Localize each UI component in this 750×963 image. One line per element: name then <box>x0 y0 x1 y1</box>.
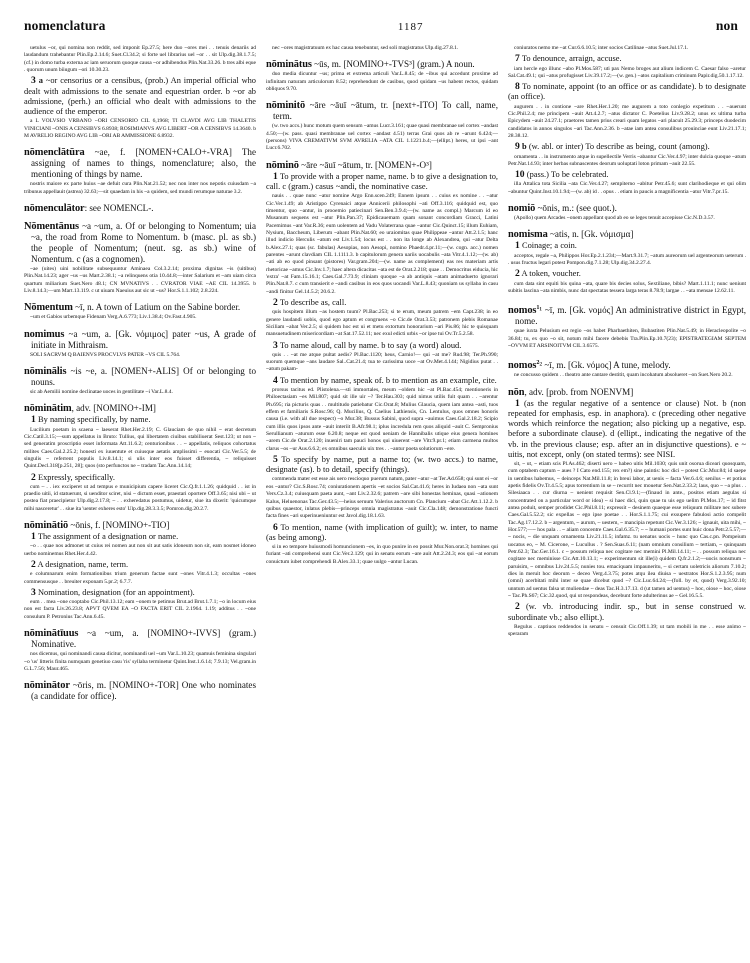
dictionary-entry <box>508 357 746 379</box>
sense-text: To provide with a proper name, name. b to give a designation to, call. c (gram.) casus ~andi, the nominative case. <box>266 171 498 191</box>
entry-definition: ~is ~e, a. [NOMEN+-ALIS] Of or belonging to nouns. <box>31 365 256 387</box>
entry-headline <box>24 203 256 214</box>
sense-paragraph <box>266 298 498 308</box>
entry-headline <box>24 302 256 313</box>
sense-paragraph <box>508 269 746 279</box>
sense-number: 7 <box>515 53 520 65</box>
citation-text: uetulus ~or, qui nomina non reddit, sed imponit Ep.27.5; here duo ~ores mei . . tenuis denariis ad laudandum trahebantur Plin.Ep.2.14.6; Suet.Cl.34.2; si forte uel librarius uel ~or . . sit Ulp.dig.38.1.7.5; (cf.) in domo turba externa ac iam seruorum quoque causa ~or adhibendus Plin.Nat.33.26. b tres albi eque . quorum unum biiugum ~ori 10.30.23. <box>24 45 256 74</box>
dictionary-entry <box>508 387 746 639</box>
sense-text: The assignment of a designation or name. <box>37 532 179 542</box>
headword: nōmenclātūra <box>24 147 85 159</box>
sense-paragraph <box>266 172 498 192</box>
citation-text: SOLI SACRVM Q BAIENVS PROCVLVS PATER ~VS CIL 5.764. <box>30 351 181 358</box>
citation-text: quis . . ~at me atque pultat aedis? Pl.Bac.1120; heus, Carnio!— qui ~at me? Rud.98; Ter.Ph.990; suorum quemque ~ans laudare Sal..Cat.21.4; tua te carissima uoce ~at Ov.Met.4.144; Nigidius putat . . ~atum pakam- <box>266 351 498 373</box>
citation-text: iam hercle ego illunc ~abo Pl.Mos.587; uti pax Nemo broges aut alium indicem C. Caesar falso ~aretur Sal.Cat.49.1; qui ~atus profugisset Liv.39.17.2;—(w. gen.) ~atos capitalium criminum Papir.dig.50.1.17.12. <box>508 65 746 79</box>
entry-headline <box>24 680 256 702</box>
citation-text: (w. two accs.) hunc motum quem sensum ~amus Lucr.3.161; quae quasi membranae uel cortex ~andast 4.50;—(w. pass. quasi membranae uel cortex ~andast 4.51) terras Grai quos ab re ~arunt 6.424;—(persons) VIVA CREMATIVM SVM AVRELIA ~ATA CIL 1.1221.b.4;—(ellipt.) heres, ut ipsi ~ant Lucr.6.702. <box>266 123 498 152</box>
dictionary-entry <box>24 403 256 513</box>
sense-text: (w. vb. introducing indir. sp., but in sense construed w. subordinate vb.; also ellipt.). <box>508 602 746 622</box>
citation-text: ~ae (uites) uini nobilitate subsequuntur Aminaea Col.3.2.14; proxima dignitas ~is (uitibus) Plin.Nat.14.23; ager ~us ~us Mart.2.38.1; ~a relinquens otia 10.44.8;—inter Salarium et ~am uiam circa quartum miliarium Suet.Nero 48.1; CN MVNATIVS . . CVRATOR VIAE ~AE CIL 14.3955. b Liv.8.14.3;—um Mart.13.119. c ut uiuam Naeuius aut sic ut ~us? Hor.S.1.1.102; 2.8.224. <box>24 265 256 294</box>
entry-headline <box>508 302 746 327</box>
sense-paragraph <box>266 341 498 351</box>
running-head <box>24 18 736 38</box>
column-container <box>24 45 746 957</box>
running-head-right-word: non <box>715 18 738 33</box>
sense-text: A token, voucher. <box>521 269 581 279</box>
dictionary-entry <box>24 628 256 673</box>
dictionary-entry <box>508 203 746 222</box>
entry-headline <box>266 100 498 122</box>
headword: nomos <box>508 305 537 317</box>
sense-paragraph <box>508 54 746 64</box>
citation-text: coniuratos nemo me ~at Cur.6.6.10.5; inter socios Catilinae ~atus Suet.Jul.17.1. <box>514 45 689 51</box>
citation-text: duo media dicuntur ~us; prima et extrema articuli Var.L.8.45; de ~ibus qui accedunt proxime ad infinitam naturam articulorum 8.52; reprehendunt de casibus, quod quidam ~us habent rectos, quidam obliquos 9.70. <box>266 71 498 93</box>
entry-definition: , adv. [NOMINO+-IM] <box>71 403 156 414</box>
citation-text: nostris maiore ex parte huius ~ae defuit cura Plin.Nat.21.52; nec non inter nos nepotis cuiusdam ~a tribunus appellauit (astrea) 32.63;—sit quaedam in his ~a quidem, sed mundi rerumque naturae 3.2. <box>24 181 256 195</box>
headword: nōminitō <box>266 100 306 112</box>
sense-text: To mention by name, speak of. b to mention as an example, cite. <box>279 375 497 385</box>
headword: nōmenculātor <box>24 202 85 214</box>
dictionary-entry <box>24 329 256 359</box>
page-number: 1187 <box>397 21 424 33</box>
sense-number: 1 <box>31 531 36 543</box>
citation-text: prorsus tacitus ed. Plistolena.—sti immortales, meum ~oldem hic ~at Pl.Bac.454; mentioneris in Philoectasiam ~es Mil.807; quid sit ille uir ~? Ter.Hau.303; quid nimus utilis fuit quam . . ~arentur Ph.695; ria picturis quas . . multitudo patiebatur Cic.Orat.8; Mulius Glaucia, quem iam antea ~asti, tuos effem et familiaris S.Rosc.96; Q. Mucilius, Q. Caelius Lathiensis, Cn. Lentulus, quos omnes honoris causa (i.e. with all due respect) ~o Mur.38; Bussus Sabini, quod supra ~auimus Caes.Gal.2.18.2; Scipio cum illis quos ipsos ante ~auit interiit B.Afr.98.1; iplus incredula rem quos aliquid ~auit C. Sempronius Serullianum ~aturum esse 6.20.8; neque est quod ueniam de Hannibalis utique eius genera homines ~arem Cic.de Orat.2.120; inueniri tam pauci honos qui uiuerent ~are Vitr.9.pr.1; etiam carmena multos clarus ~os ~ur Aus.6.6.2; ex omnibus saeculis uix tres . . ~antur poeta solutiorum ~ere. <box>266 386 498 452</box>
citation-text: nec ~ores magistratuum ex hac causa tenebuntur, sed soli magistratus Ulp.dig.27.8.1. <box>272 45 459 51</box>
sense-text: (w. abl. or inter) To describe as being, count (among). <box>528 142 710 152</box>
sense-paragraph <box>508 142 746 152</box>
column-3 <box>508 45 746 957</box>
sense-paragraph <box>508 602 746 622</box>
citation-text: a L VOLVSIO VRBANO ~ORI CENSORIO CIL 6,1968; TI CLAVDI AVG LIB THALETIS VINICIANI ~ONIS A CENSIBVS 6.8938; ROSIMIANVS AVG LIBERT ~OR A CENSIBVS 14.3640. b M AVRELIO REGINO AVG LIB ~ORI AB AMMISSIONE 6.8932. <box>24 118 256 139</box>
citation-text: si in eo tempore huiusmodi homuncionem ~es, in quo punire in eo possit Mur.Non.orat.3; homines qui furiant ~ati comprehensi sunt Cic.Ver.2.129; qui in senatu eorum ~are auit Att.2.24.3; eos qui ~at eorum conuictum iubet comprehendi B.Alex.33.1; quae uulgo ~antur Lucan. <box>266 543 498 565</box>
sense-text: (as the regular negative of a sentence or clause) Not. b (non repeated for emphasis, esp. in anaphora). c (preceding other negative words which reinforce the negation; also picking up a negative, esp. before a subordinate clause). d (ellipt., indicating the negative of the vb. in the previous clause; esp. after an in disjunctive questions). e ~ uitis, not except, only (on stated terms): see NISI. <box>508 398 746 459</box>
dictionary-entry <box>508 229 746 295</box>
dictionary-entry <box>508 302 746 350</box>
sense-number: 5 <box>273 454 278 466</box>
headword: nōminātor <box>24 680 70 692</box>
headword: nomiō <box>508 203 536 215</box>
sense-text: Nomination, designation (for an appointment). <box>38 587 195 597</box>
entry-definition: : see NOMENCL-. <box>84 202 154 213</box>
sense-number: 8 <box>515 81 520 93</box>
entry-headline <box>24 147 256 180</box>
headword: nōminō <box>266 159 299 171</box>
sense-text: ~or censorius or a censibus, (prob.) An imperial official who dealt with admissions to the senate and equestrian order. b ~or ab admissione, (perh.) an official who dealt with admissions to the audience of the emperor. <box>24 76 256 116</box>
entry-definition: ~a ~um, a. [Gk. νόμιμος] pater ~us, A grade of initiate in Mithraism. <box>31 328 256 350</box>
sense-paragraph <box>266 455 498 475</box>
citation-text: cum data sint equiti bis quina ~ata, quare bis decies solus, Sextiliane, bibis? Mart.1.11.1; nunc ueniunt subitis lascina ~ata nimbis, nunc dat spectatas tessera larga teras 8.78.9; largae . . ~ata mensae 12.62.11. <box>508 280 746 294</box>
entry-definition: ~ūs, m. [NOMINO+-TVS³] (gram.) A noun. <box>311 59 475 70</box>
sense-paragraph <box>508 170 746 180</box>
sense-letter: a <box>38 76 43 86</box>
dictionary-entry <box>24 680 256 702</box>
sense-number: 1 <box>515 397 520 409</box>
citation-text: illa Attalica tota Sicilia ~ata Cic.Ver.4.27; sempiterno ~abitur Petr.45.6; sunt clarihodieque et qui olim ~abuntur Quint.Inst.10.1.94;—(w. ab) id . . opus . . etiam in paucis a magnificentia ~atur Vitr.7.pr.15. <box>508 181 746 195</box>
sense-text: To mention, name (with implication of guilt); w. inter, to name (as being among). <box>266 522 498 542</box>
sense-paragraph <box>24 473 256 483</box>
sense-number: 4 <box>273 374 278 386</box>
sense-number: 9 <box>515 141 520 153</box>
entry-definition: ~ōris, m. [NOMINO+-TOR] One who nominates (a candidate for office). <box>31 680 256 702</box>
headword: nōminālis <box>24 365 67 377</box>
entry-headline <box>24 329 256 351</box>
headword: nōminātim <box>24 403 72 415</box>
sense-number: 1 <box>515 240 520 252</box>
sense-paragraph <box>24 588 256 598</box>
dictionary-entry <box>266 59 498 93</box>
sense-number: 1 <box>31 414 36 426</box>
citation-text: commenda mater est esse ais uero rescioquo puerum natum, pater ~atur ~at Ter.Ad.658; qui sunt ei ~or eos ~antur? Cic.S.Rosc.74; coniurationem apertis ~et socios Sal.Cat.41.6; heres in Iudaea non ~ata sunt Vers.Cz.3.4; cuiusquam paeta aunt, ~ant Liv.2.32.6; patrem ~are sibi honestas heminas, quasi ~ationem Kalus, Heluenonas Tac.Ger.43.5;—heius seruum Valerius auctorum Cn. Plancium ~abat Cic.Att.1.12.2. b quibus quaestor, inlatus plebis—princeps omnia magistratus ~auit Cic.Cla.148; demonstratione functi facta fines ~ari superinueniuntur est Javol.dig.18.1.63. <box>266 476 498 520</box>
sense-paragraph <box>24 532 256 542</box>
sense-text: By naming specifically, by name. <box>38 415 151 425</box>
dictionary-entry <box>266 160 498 566</box>
column-1 <box>24 45 256 957</box>
entry-headline <box>24 366 256 388</box>
sense-paragraph <box>266 376 498 386</box>
sense-text: (pass.) To be celebrated. <box>526 170 609 180</box>
sense-number: 2 <box>273 296 278 308</box>
dictionary-entry <box>24 147 256 196</box>
sense-text: To specify by name, put a name to; (w. two accs.) to name, designate (as). b to detail, specify (things). <box>266 455 498 475</box>
citation-text: sit, ~ ut, ~ etiam scis Pl.As.462; diserti uero ~ habeo uitis Mil.1030; quis unit osorua diceari quosquam, cum optabem captum ~ aues ? I Cato end.155; rex em?) sine paintis: hoc dici ~ potest Cic.Mur.84; id saepe in uentibus habemus, ~ deinceps Nat.Mil.11.8; in breui labor, at uenis ~ facta Ver.6.4.6; senilus ~ et potius apetis fidelis Ov.Tr.4.5.5; apus torrentium in se ~ recurrit nec mouetur Sen.Nat.2.33.2; laus, quo ~ ~a plus . . Silesiaaca . . cur diurna ~ uenient requisit Sen.Cl.9.1;—(finaud in ante., positos etiam aegulas si concentrated on a particular word or idea) ~ si haec dici, quin quae tu uis ego uelim Pl.Mos.17; ~ id fitst antea poduit, semper prodidet Cic.Phil.8.11; expressit ~ desinem quaeque esse reliquum militare nec subere Caes.Gal.5.52.2; sic expellas ~ ego ipse poetae . . Hor.S.1.1.75; cui exsupere fabulosi actio compelit Tac.Ag.17.12.2. b ~ argentum, ~ aurum, ~ uestem, ~ mancipia repetunt Cic.Ver.3.126; ~ ignauit, uita mihi, ~ Hor.577;—~ hos pala . . ~ aliam concentre Caes.Gal.6.35.7; ~ ~ humani portes sunt huic dona Petr.2.5.57;—~ nocis, ~ die unquam ornamenta Liv.21.11.5; infamz. tu uenatus uocis ~ hunc quo Cas.c.pn. Pompeium uocatus eo, ~ M. Cicerone, ~ Lucullus . ? Sen.Suas.6.11; (nam omnium consilium ~ tertiam, ~ quinquam Petr.62.3; Tac.Ger.16.1. c ~ possum reliqua nec cogitare nec memini Pl.Mil.14.11; ~ . . possum reliqua nec cogitare nec meminisse Cic.Att.10.13.1; ~ experimentum sit ille(i) quidem Q.fr.2.1.2;—uocis nonsmum ~ paruisim, ~ omnibus Liv.24.5.5; nunies tou. emaciquam impauneritu, ~ si certam uoletricis aliorum 7.10.2; dies in meruit hoc deorum ~ deceo Verg.4.3.75; potes atqu ilea diuisa ~ uestratos Hor.S.1.2.3.95; num (omni) acerbitati mihi inter se quae dicebut quod ~? Cic.Luc.64.24;—(foll. by et, quod) Verg.3.92.10; unntum ad uentus falsa ut muliendae ~ deas Tac.H.3.17.13. d (ut tamen ad uentus) ~ hoc, oiose ~ hoc, oiose ~ Tac.Ph.S67; Cic.32.quod, qui ut respondeas, decebunt forte adulterinus ae ~ Gel.16.5.5. <box>508 460 746 600</box>
headword: Nōmentum <box>24 302 73 314</box>
citation-text: sic ab Aemilii nomine declinatae uoces in gentilitate ~i Var.L.8.4. <box>30 388 173 395</box>
citation-text: augurem . . in contione ~are Rhet.Her.1.20; me augurem a toto conlegio expetitum . . ~auerunt Cic.Phil.2.4; me principem ~auit Att.4.2.7; ~atus dictator C. Poetelius Liv.9.28.2; unus ex ultima turba Epicydem ~auit 24.27.1; praetores tamen prius creari quam legatos ~ari placuit 25.29.3; princeps duodecim candidatos in annos singulos ~ari Tac.Ann.2.36. b ~atae iam antea consulibus prouinciae eunt Liv.21.17.1; 28.38.12. <box>508 103 746 140</box>
sense-number: 2 <box>515 268 520 280</box>
entry-definition: ² ~ī, m. [Gk. νόμος] A tune, melody. <box>539 360 671 371</box>
entry-headline <box>24 403 256 414</box>
citation-text: ne concusso quidem . . theatro ante cantare destitit, quam incohatum absolueret ~on Suet.Nero 20.2. <box>514 372 733 379</box>
entry-headline <box>24 520 256 531</box>
citation-text: nos dicemus, qui nominandi causa dicitur, nominandi uel ~um Var.L.10.23; quamuis feminina singulari ~o 'us' litteris finita numquam genetiuo casu 'ris' syllaba terminetur Quint.Inst.1.6.14; 7.9.13; Vel.gram.in G.L.7.56; Maur.465. <box>24 651 256 672</box>
sense-text: A designation, name, term. <box>37 560 129 570</box>
column-2 <box>266 45 498 957</box>
headword: nomisma <box>508 229 548 241</box>
entry-definition: ~ī, n. A town of Latium on the Sabine border. <box>72 302 241 313</box>
entry-headline <box>508 387 746 398</box>
sense-paragraph <box>24 560 256 570</box>
headword: nomimus <box>24 328 65 340</box>
sense-number: 6 <box>273 521 278 533</box>
sense-number: 1 <box>273 170 278 182</box>
entry-definition: ~āre ~āuī ~ātum, tr. [next+-ITO] To call, name, term. <box>273 100 498 122</box>
entry-headline <box>508 229 746 240</box>
headword: nomos <box>508 360 537 372</box>
entry-definition: ~ōnis, m.: (see quot.). <box>535 203 617 214</box>
dictionary-entry <box>24 203 256 214</box>
entry-definition: , adv. [prob. from NOENVM] <box>524 386 634 397</box>
sense-text: To denounce, arraign, accuse. <box>521 54 622 64</box>
headword: nōminātīuus <box>24 628 79 640</box>
sense-letter: b <box>522 142 527 152</box>
entry-definition: ¹ ~ī, m. [Gk. νομός] An administrative district in Egypt, nome. <box>515 305 746 327</box>
citation-text: acceptos, regale ~a, Philippos Hor.Ep.2.1.234;—Mart.9.31.7; ~atum aureorum uel argenteorum ueterum . . usus fructus legari potest Pompon.dig.7.1.28; Ulp.dig.34.2.27.4. <box>508 252 746 267</box>
sense-number: 2 <box>31 559 36 571</box>
entry-definition: ~a ~um, a. Of or belonging to Nomentum; uia ~a, the road from Rome to Nomentum. b (masc. pl. as sb.) the people of Nomentum; (neut. sg. as sb.) wine of Nomentum. c (as a cognomen). <box>31 220 256 264</box>
citation-text: ornamenta . . in instrumento atque in supellectile Verris ~abantur Cic.Ver.4.97; inter dulcia quoque ~atum Petr.Nat.14.93; inter herbas subnascentes deorum uoluptati loton primam ~auit 22.55. <box>508 153 746 167</box>
entry-definition: ~a ~um, a. [NOMINO+-IVVS] (gram.) Nominative. <box>31 628 256 650</box>
entry-definition: ~ōnis, f. [NOMINO+-TIO] <box>68 520 170 531</box>
citation-text: e columnarum enim formationibus trium generum factae sunt ~ones Vitr.4.1.3; occultas ~ones commensusque . . breuiter exponam 5.pr.2; 6.7.7. <box>24 571 256 585</box>
sense-number: 10 <box>515 169 525 181</box>
citation-text: quis hospitem illum ~as hostem tuum? Pl.Bac.253; si te erum, meum patrem ~em Capt.238; in eo genere laudandi uobis, quod ego aptum et congruens ~o Cic.de Orat.3.53; patronem plebis Romanae Siciliam ~abat Ver.2.5; si quidem hoc est ui et metu extortum honorarium ~ari Pis.86; hic te quisquam mansuetudinem misericordiam ~at Sat.17.52.11; nec exul edicti urbis ~or ipse tui Ov.Tr.5.2.58. <box>266 309 498 338</box>
dictionary-entry <box>24 302 256 321</box>
sense-number: 3 <box>273 339 278 351</box>
sense-text: Expressly, specifically. <box>38 472 115 482</box>
citation-text: ~um et Gabios urbemque Fidenam Verg.A.6.773; Liv.1.38.4; Ov.Fast.4.905. <box>30 314 197 321</box>
sense-paragraph <box>508 82 746 102</box>
dictionary-entry <box>24 221 256 295</box>
headword: nōminātus <box>266 59 312 71</box>
sense-paragraph <box>508 399 746 460</box>
sense-text: To describe as, call. <box>279 297 347 307</box>
headword-superscript: 2 <box>536 359 540 367</box>
citation-text: (Apollo) quem Arcades ~onem appellant quod ab eo se leges tenuit accepisse Cic.N.D.3.57. <box>514 215 715 222</box>
sense-number: 3 <box>31 586 36 598</box>
sense-paragraph <box>24 415 256 425</box>
entry-headline <box>24 628 256 650</box>
sense-text: To name aloud, call by name. b to say (a word) aloud. <box>279 340 462 350</box>
sense-paragraph <box>266 523 498 543</box>
entry-definition: ~ae, f. [NOMEN+CALO+-VRA] The assigning of names to things, nomenclature; also, the mentioning of things by name. <box>31 147 256 180</box>
citation-text: Lucilium poetam in scaena ~ laeserat Rhet.Her.2.19; C. Glauciam de quo nihil ~ erat decretum Cic.Catil.3.15;—sum appellatus in Bruto: Tullius, qui libertatem ciuibus stabiliuerat Sest.123; ut non ~ sed generatim proscriptio esset informata Att.11.6.2; centurionibus . . ~ appellatis, reliquos cohortatus milites Caes.Gal.2.25.2; honesti ex iuuentute et cuiusque aetatis amplissimi ~ euocati Cic.Ver.5.5; de singulis ~ referrent populis Liv.8.14.1; si ulis inter eos fuisset differentia, ~ reliquisset Quint.Decl.318[p.251, 28]; quos (sto perfunctos ne ~ tradam Tac.Ann.14.14; <box>24 426 256 470</box>
sense-number: 3 <box>31 75 36 87</box>
citation-text: ~o . . quae nos admonet ut cuius rei nomen aut non sit aut satis idoneum non sit, eam nosmet idoneo uerbo nominemus Rhet.Her.4.42. <box>24 543 256 557</box>
sense-paragraph <box>24 76 256 117</box>
citation-text: nauis . . quae nunc ~atur nomine Argo Enn.scen.249; Ennem ipsum . . cuius ex nomine . . ~atur Cic.Ver.1.49; ab Aristippo Cyrenaici atque Annicerii philosophi ~ati Off.3.116; quidquid est, quo timentur, quo ~antur, in prooemio patiecinari Sen.Ben.3.9.4;—(w. name as compl.) Marcum id eo Musanum sequens est ~atur Plin.Pan.37; Epidicauemam quam sonant concordiam Gracci, Latini Pacemimus ~ant Var.R.36; eum uolentem ad Vadu Volaterrana quae ~antur Cic.Quinct.15; illum Euhiam, Nysium, Baccheum, Liberum ~abant Plin.Nat.60; eo uraiomitas quae Philippeae ~antur Att.2.1.5; hanc illud indicio Herculis ~atum est Liv.1.54; locus est . . non ita longe ab Alexandrea, qui ~atur Delta b.Alex.27.1; quas (sc. fabulas) Aesopias, non Aesopi, nomino Phaedr.4.pr.11;—(w. cogn. acc.) nomen parentes ~arunt clavdiam CIL 1.1111.3. b capitulorum genera uariis uocabulis ~ata Vitr.4.1.12;—(w. ab) ~ati ab eo quod pinsant (pistores) Var.gram.204;—(w. name as complement) eas res materiam artis rhetoricae ~amus Cic.Inv.1.7; haec altera dicacitas ~ata est de Orat.2.218; quae . . Democritus eiducia, hic 'extra' ~at Fam.15.16.1; Caes.Gal.7.73.9; cliniam quoque ~a ab antiquis ~atam animaduerto ignorari Plin.Nat.8.7. c cum transierit e ~andi casibus in eos quos uocandi Var.L.8.43; quoniam us syllaba in casu ~andi finitur Gel.14.5.2; 20.6.2. <box>266 193 498 295</box>
citation-text: cum ~ . . iex exciperet ut ad tempus e municipium capere liceret Cic.Q.fr.1.1.26; quidquid . . ist in praedio uitii, id statuerunt, si uenditor sciret, nisi ~ dictum esset, praestari oportere Off.3.65; nisi ubi ~ ut postea fiat praecipietur Ulp.dig.2.17.8; ~ . . exheredatus postumus, uidetur, siue ita dixerit: 'quicumque mihi nasceretur' . . siue ita 'uenter exheres esto' Ulp.dig.28.3.3.5; Pomron.dig.20.2.7. <box>24 483 256 512</box>
headword-superscript: 1 <box>536 304 540 312</box>
entry-headline <box>24 221 256 265</box>
entry-headline <box>508 203 746 214</box>
headword: nōn <box>508 386 525 398</box>
entry-headline <box>266 160 498 171</box>
entry-headline <box>508 357 746 371</box>
citation-text: Regulus . captiuos reddendos in senatu ~ censuit Cic.Off.1.39; ut tam mobili in me . . esse animo ~ speraram <box>508 623 746 638</box>
dictionary-entry <box>24 366 256 396</box>
entry-definition: ~āre ~āuī ~ātum, tr. [NOMEN+-O³] <box>298 159 432 170</box>
entry-headline <box>266 59 498 70</box>
dictionary-entry <box>266 100 498 152</box>
sense-number: 2 <box>31 471 36 483</box>
headword: nōminātiō <box>24 520 69 532</box>
citation-text: quae iuxta Pelusium est regio ~os habet Pharbaethiten, Bubastiten Plin.Nat.5.49; in Heracleopolite ~o 36.84; tu, ex quo ~o sit, notum mihi facere debebis Tra.Plin.Ep.10.7(23); EPISTRATEGIAM SEPTEM ~OVVM ET ARSINOITVM CIL 3.6575. <box>508 328 746 349</box>
sense-text: Coinage; a coin. <box>522 241 577 251</box>
sense-text: To nominate, appoint (to an office or as candidate). b to designate (an office). <box>508 82 746 102</box>
sense-paragraph <box>508 241 746 251</box>
headword: Nōmentānus <box>24 220 80 232</box>
dictionary-entry <box>24 520 256 621</box>
entry-definition: ~atis, n. [Gk. νόμισμα] <box>547 229 634 240</box>
running-head-left-word: nomenclatura <box>24 18 106 33</box>
sense-number: 2 <box>515 601 520 613</box>
citation-text: eum . . mea ~one cooptabo Cic.Phil.13.12; eam ~onem te petimus Brut.ad Brut.1.7.1; ~o in locum eius non est facta Liv.26.23.8; APVT QVEM EA ~O FACTA ERIT CIL 2.1964. 1.19; additus . . ~one consulum P. Petronius Tac.Ann.6.45. <box>24 599 256 620</box>
